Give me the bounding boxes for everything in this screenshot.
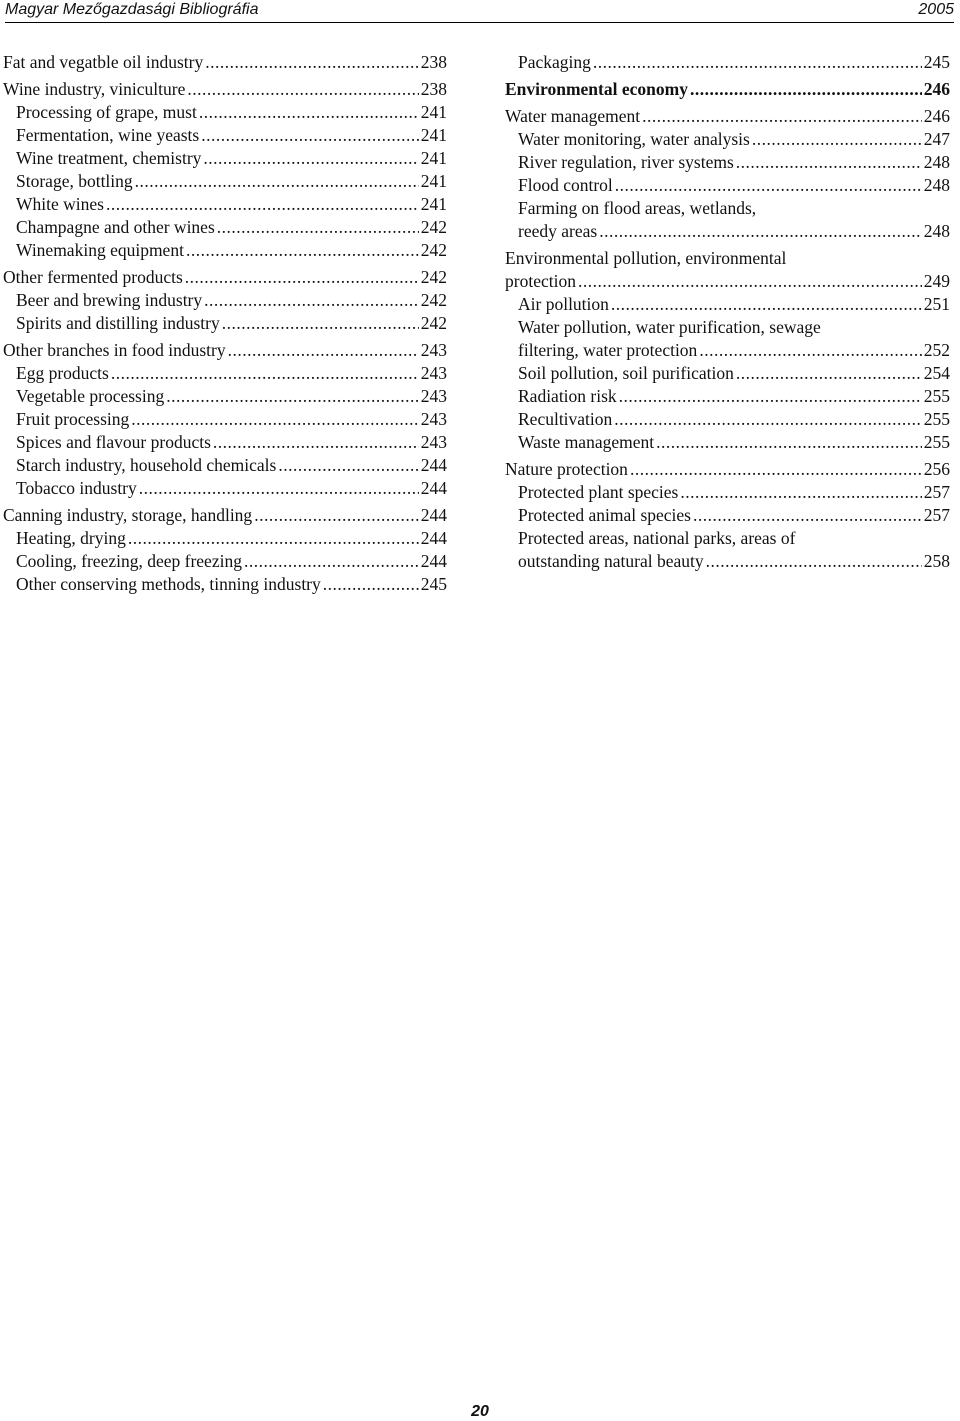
entry-label: Spices and flavour products bbox=[16, 432, 211, 452]
entry-page-number: 248 bbox=[923, 221, 950, 241]
entry-page-number: 241 bbox=[420, 194, 447, 214]
index-entry bbox=[3, 266, 447, 289]
dot-leader bbox=[599, 220, 922, 243]
index-entry bbox=[3, 339, 447, 362]
entry-label: Beer and brewing industry bbox=[16, 290, 203, 310]
index-entry bbox=[505, 197, 950, 243]
entry-label: Cooling, freezing, deep freezing bbox=[16, 551, 242, 571]
entry-label: Flood control bbox=[518, 175, 613, 195]
index-entry bbox=[505, 174, 950, 197]
entry-page-number: 242 bbox=[420, 267, 447, 287]
entry-page-number: 241 bbox=[420, 102, 447, 122]
entry-label: Winemaking equipment bbox=[16, 240, 184, 260]
dot-leader bbox=[204, 289, 419, 312]
dot-leader bbox=[593, 51, 922, 74]
index-entry bbox=[505, 458, 950, 481]
entry-label-continued: Protected areas, national parks, areas of bbox=[518, 528, 796, 548]
dot-leader bbox=[203, 147, 418, 170]
dot-leader bbox=[128, 527, 419, 550]
index-entry bbox=[3, 504, 447, 527]
index-entry bbox=[505, 51, 950, 74]
entry-page-number: 244 bbox=[420, 551, 447, 571]
entry-label: Other conserving methods, tinning industry bbox=[16, 574, 321, 594]
entry-page-number: 244 bbox=[420, 478, 447, 498]
dot-leader bbox=[166, 385, 419, 408]
entry-label: Vegetable processing bbox=[16, 386, 165, 406]
entry-label: Champagne and other wines bbox=[16, 217, 215, 237]
entry-page-number: 255 bbox=[923, 432, 950, 452]
entry-page-number: 242 bbox=[420, 290, 447, 310]
entry-label: Storage, bottling bbox=[16, 171, 133, 191]
entry-label: River regulation, river systems bbox=[518, 152, 734, 172]
entry-label: Wine industry, viniculture bbox=[3, 79, 186, 99]
index-entry bbox=[505, 504, 950, 527]
dot-leader bbox=[619, 385, 922, 408]
entry-page-number: 246 bbox=[923, 79, 950, 99]
index-entry bbox=[3, 193, 447, 216]
index-entry bbox=[3, 239, 447, 262]
entry-label: Recultivation bbox=[518, 409, 613, 429]
dot-leader bbox=[693, 504, 922, 527]
dot-leader bbox=[228, 339, 419, 362]
dot-leader bbox=[323, 573, 419, 596]
entry-label: Fruit processing bbox=[16, 409, 130, 429]
entry-page-number: 241 bbox=[420, 125, 447, 145]
entry-page-number: 247 bbox=[923, 129, 950, 149]
entry-label: Air pollution bbox=[518, 294, 609, 314]
index-entry bbox=[505, 481, 950, 504]
dot-leader bbox=[201, 124, 419, 147]
dot-leader bbox=[199, 101, 419, 124]
entry-label: Spirits and distilling industry bbox=[16, 313, 220, 333]
index-entry bbox=[505, 316, 950, 362]
index-entry bbox=[3, 216, 447, 239]
entry-label: Nature protection bbox=[505, 459, 628, 479]
dot-leader bbox=[630, 458, 922, 481]
index-entry bbox=[3, 312, 447, 335]
index-entry bbox=[505, 527, 950, 573]
index-entry bbox=[505, 151, 950, 174]
bibliography-title: Magyar Mezőgazdasági Bibliográfia bbox=[5, 1, 259, 18]
dot-leader bbox=[656, 431, 922, 454]
entry-page-number: 244 bbox=[420, 528, 447, 548]
dot-leader bbox=[752, 128, 922, 151]
entry-page-number: 257 bbox=[923, 505, 950, 525]
entry-label: Fat and vegatble oil industry bbox=[3, 52, 204, 72]
index-entry bbox=[3, 289, 447, 312]
entry-page-number: 238 bbox=[420, 52, 447, 72]
entry-label: Radiation risk bbox=[518, 386, 617, 406]
dot-leader bbox=[615, 174, 922, 197]
entry-page-number: 252 bbox=[923, 340, 950, 360]
entry-label: Protected plant species bbox=[518, 482, 679, 502]
entry-label: Starch industry, household chemicals bbox=[16, 455, 277, 475]
entry-page-number: 244 bbox=[420, 505, 447, 525]
entry-label-continued: Farming on flood areas, wetlands, bbox=[518, 198, 757, 218]
index-entry bbox=[3, 527, 447, 550]
entry-page-number: 246 bbox=[923, 106, 950, 126]
index-entry bbox=[3, 477, 447, 500]
index-entry bbox=[3, 431, 447, 454]
index-entry bbox=[3, 101, 447, 124]
index-entry bbox=[505, 408, 950, 431]
index-entry bbox=[3, 78, 447, 101]
entry-label: Wine treatment, chemistry bbox=[16, 148, 202, 168]
dot-leader bbox=[642, 105, 922, 128]
entry-label: Water management bbox=[505, 106, 641, 126]
entry-page-number: 248 bbox=[923, 152, 950, 172]
index-entry bbox=[505, 247, 950, 293]
dot-leader bbox=[185, 266, 419, 289]
dot-leader bbox=[699, 339, 921, 362]
index-entry bbox=[3, 51, 447, 74]
dot-leader bbox=[187, 78, 418, 101]
dot-leader bbox=[139, 477, 419, 500]
entry-label: Environmental economy bbox=[505, 79, 688, 99]
index-entry bbox=[3, 362, 447, 385]
entry-label: Water monitoring, water analysis bbox=[518, 129, 750, 149]
entry-label: reedy areas bbox=[518, 221, 598, 241]
index-entry bbox=[505, 362, 950, 385]
entry-page-number: 256 bbox=[923, 459, 950, 479]
entry-label: Soil pollution, soil purification bbox=[518, 363, 734, 383]
dot-leader bbox=[611, 293, 922, 316]
entry-page-number: 251 bbox=[923, 294, 950, 314]
dot-leader bbox=[186, 239, 419, 262]
index-entry bbox=[3, 385, 447, 408]
dot-leader bbox=[736, 362, 922, 385]
entry-label: Canning industry, storage, handling bbox=[3, 505, 253, 525]
entry-label: Packaging bbox=[518, 52, 591, 72]
entry-label: Tobacco industry bbox=[16, 478, 137, 498]
entry-label: Heating, drying bbox=[16, 528, 126, 548]
dot-leader bbox=[106, 193, 419, 216]
dot-leader bbox=[578, 270, 922, 293]
dot-leader bbox=[205, 51, 419, 74]
index-entry bbox=[505, 385, 950, 408]
dot-leader bbox=[244, 550, 419, 573]
dot-leader bbox=[213, 431, 419, 454]
entry-page-number: 242 bbox=[420, 240, 447, 260]
dot-leader bbox=[278, 454, 418, 477]
dot-leader bbox=[690, 78, 922, 101]
entry-page-number: 254 bbox=[923, 363, 950, 383]
entry-label: protection bbox=[505, 271, 576, 291]
entry-page-number: 243 bbox=[420, 386, 447, 406]
dot-leader bbox=[680, 481, 921, 504]
entry-label: Fermentation, wine yeasts bbox=[16, 125, 200, 145]
index-entry bbox=[505, 105, 950, 128]
entry-page-number: 242 bbox=[420, 313, 447, 333]
index-entry bbox=[505, 293, 950, 316]
entry-label: Other branches in food industry bbox=[3, 340, 226, 360]
entry-label-continued: Water pollution, water purification, sewage bbox=[518, 317, 821, 337]
entry-page-number: 248 bbox=[923, 175, 950, 195]
dot-leader bbox=[217, 216, 419, 239]
dot-leader bbox=[736, 151, 922, 174]
entry-label: Protected animal species bbox=[518, 505, 691, 525]
entry-page-number: 243 bbox=[420, 363, 447, 383]
entry-page-number: 241 bbox=[420, 171, 447, 191]
index-entry bbox=[3, 124, 447, 147]
dot-leader bbox=[111, 362, 419, 385]
entry-page-number: 238 bbox=[420, 79, 447, 99]
entry-label: White wines bbox=[16, 194, 104, 214]
dot-leader bbox=[131, 408, 418, 431]
page-number: 20 bbox=[471, 1403, 489, 1420]
index-entry bbox=[3, 408, 447, 431]
dot-leader bbox=[706, 550, 922, 573]
entry-label: Waste management bbox=[518, 432, 655, 452]
index-entry bbox=[3, 454, 447, 477]
entry-page-number: 243 bbox=[420, 432, 447, 452]
index-column-right bbox=[505, 51, 950, 573]
dot-leader bbox=[254, 504, 419, 527]
index-entry bbox=[3, 550, 447, 573]
entry-label: Processing of grape, must bbox=[16, 102, 197, 122]
index-entry bbox=[3, 573, 447, 596]
entry-label-continued: Environmental pollution, environmental bbox=[505, 248, 787, 268]
entry-page-number: 243 bbox=[420, 340, 447, 360]
entry-label: filtering, water protection bbox=[518, 340, 698, 360]
entry-page-number: 243 bbox=[420, 409, 447, 429]
header-year: 2005 bbox=[918, 1, 954, 18]
running-header bbox=[5, 0, 954, 23]
dot-leader bbox=[614, 408, 921, 431]
entry-page-number: 258 bbox=[923, 551, 950, 571]
entry-page-number: 245 bbox=[420, 574, 447, 594]
entry-page-number: 257 bbox=[923, 482, 950, 502]
index-entry bbox=[3, 147, 447, 170]
entry-page-number: 244 bbox=[420, 455, 447, 475]
index-column-left bbox=[3, 51, 447, 596]
entry-label: outstanding natural beauty bbox=[518, 551, 704, 571]
index-entry bbox=[3, 170, 447, 193]
entry-page-number: 255 bbox=[923, 409, 950, 429]
entry-page-number: 245 bbox=[923, 52, 950, 72]
index-entry bbox=[505, 78, 950, 101]
entry-page-number: 255 bbox=[923, 386, 950, 406]
entry-label: Egg products bbox=[16, 363, 109, 383]
dot-leader bbox=[222, 312, 419, 335]
index-entry bbox=[505, 128, 950, 151]
dot-leader bbox=[135, 170, 419, 193]
entry-page-number: 242 bbox=[420, 217, 447, 237]
entry-page-number: 249 bbox=[923, 271, 950, 291]
index-entry bbox=[505, 431, 950, 454]
entry-page-number: 241 bbox=[420, 148, 447, 168]
entry-label: Other fermented products bbox=[3, 267, 183, 287]
